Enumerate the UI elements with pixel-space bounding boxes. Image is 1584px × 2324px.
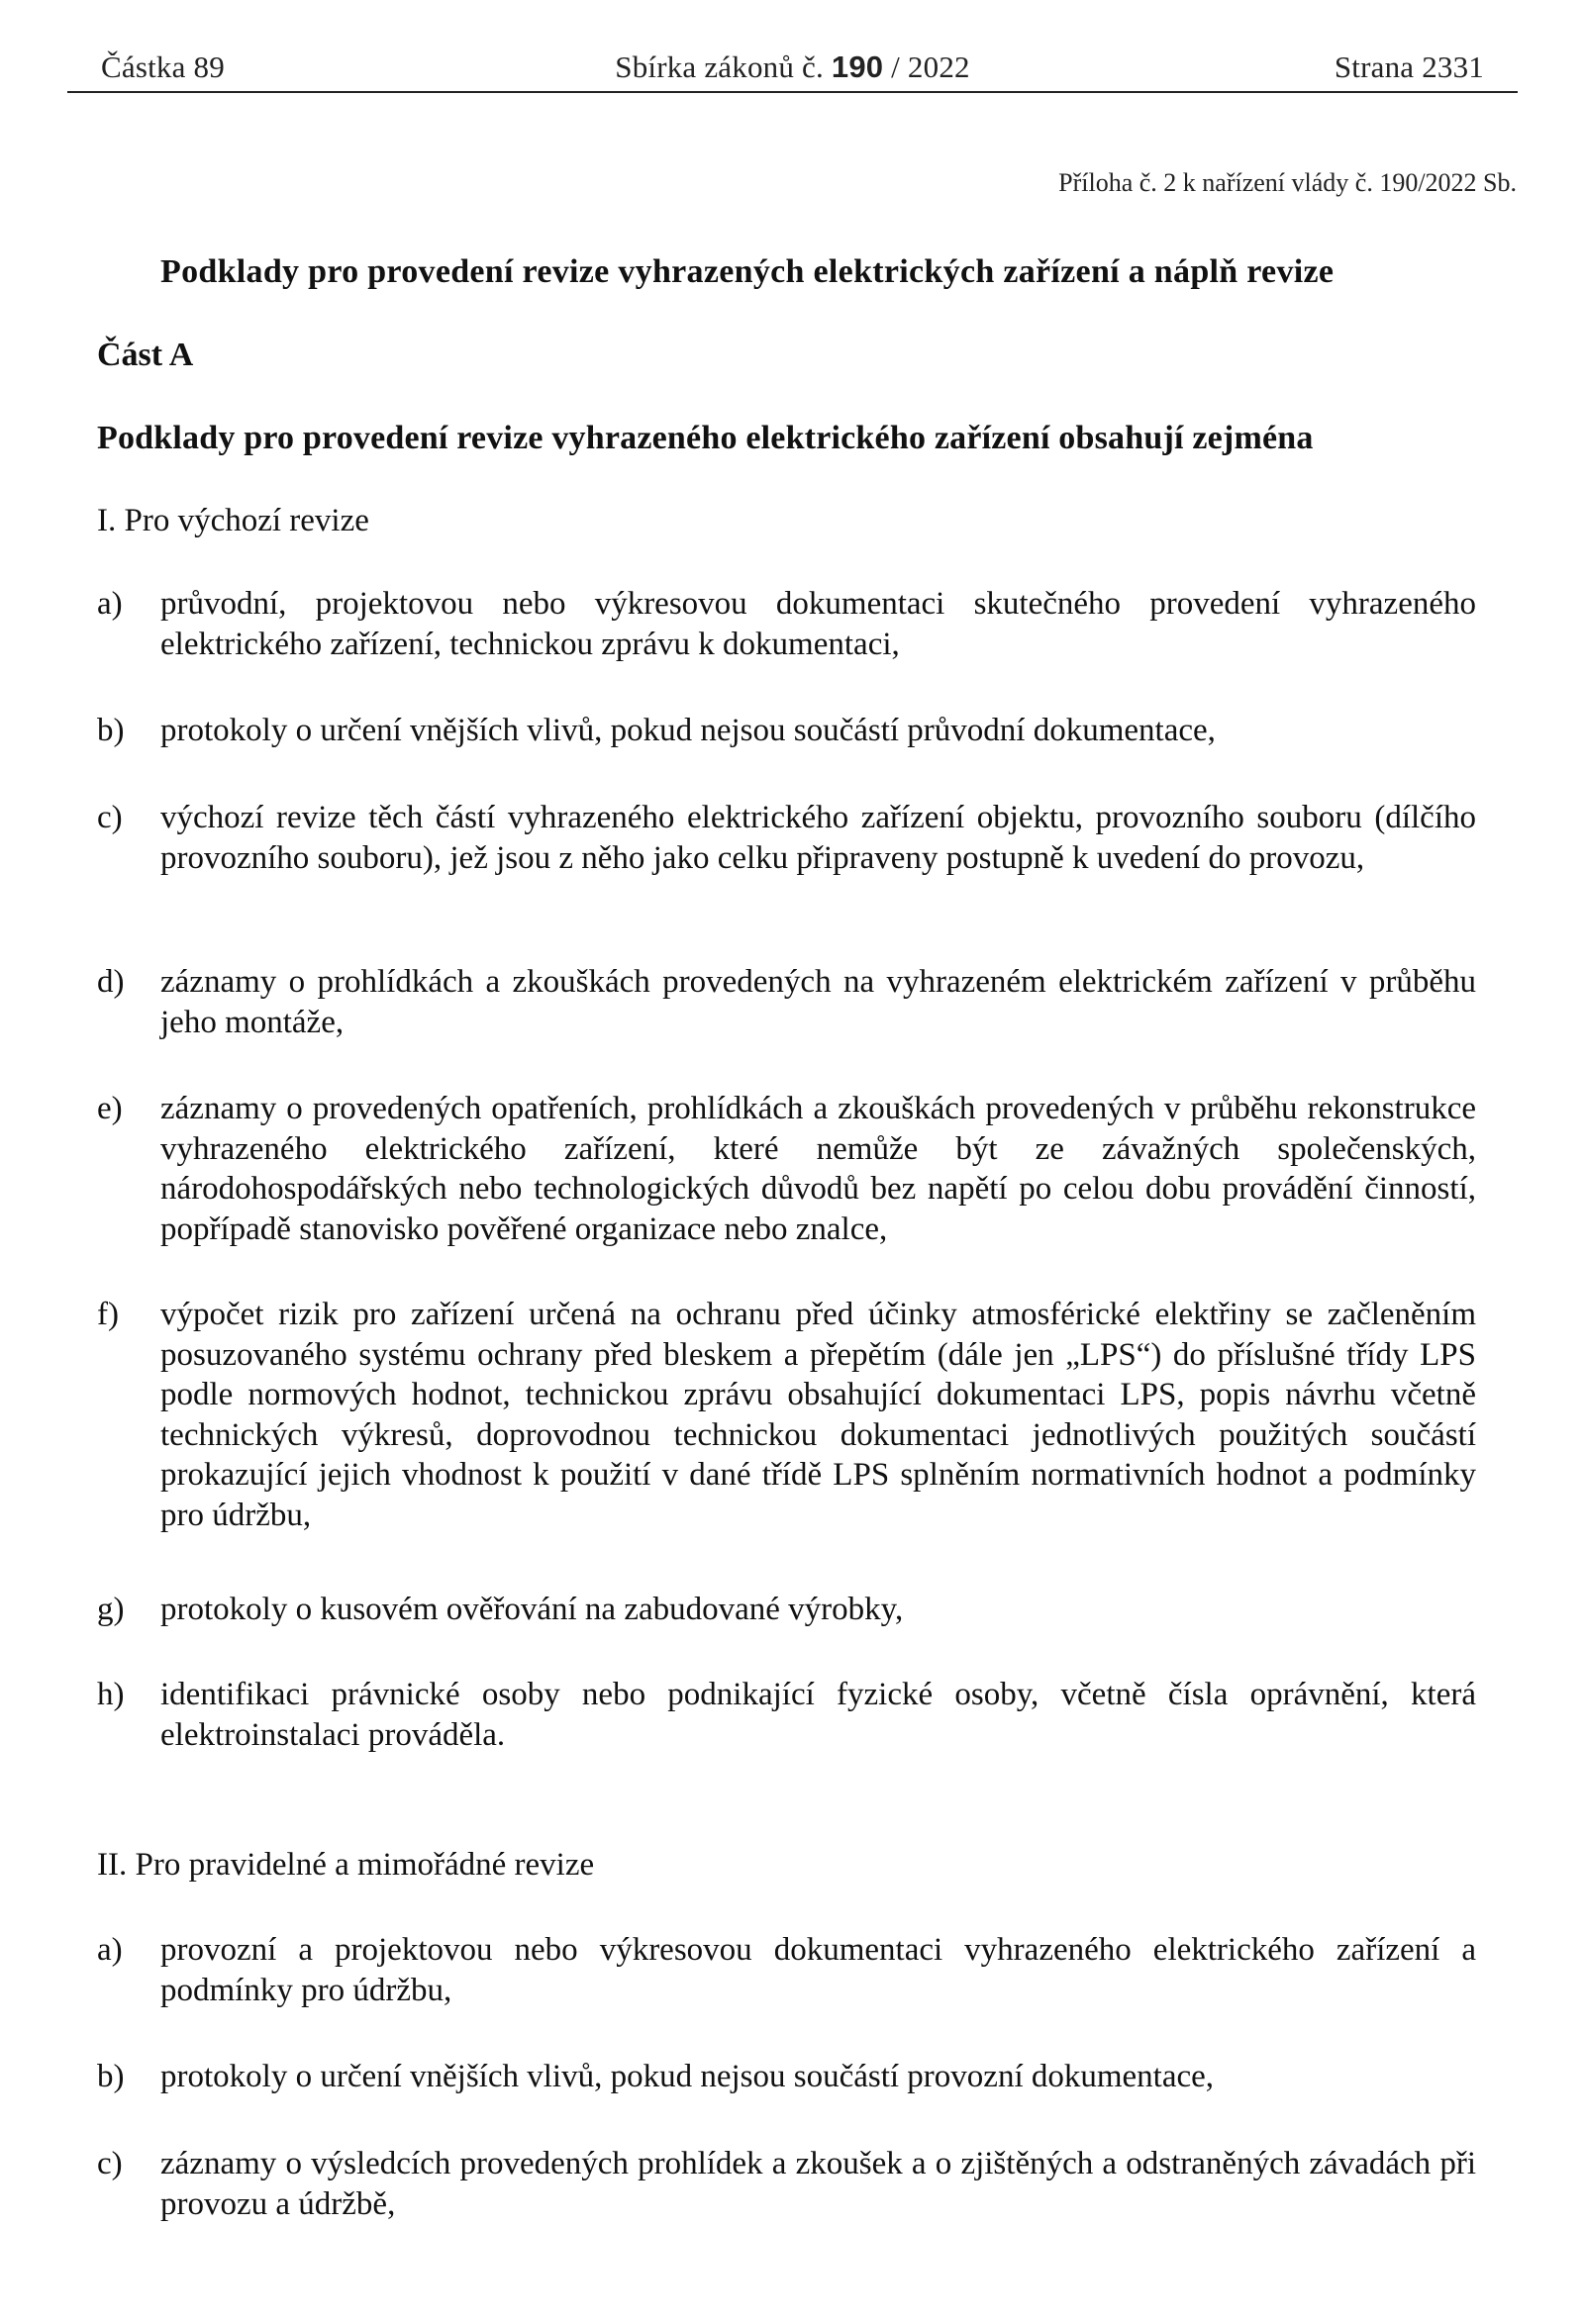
document-title: Podklady pro provedení revize vyhrazených elektrických zařízení a náplň revize xyxy=(160,253,1335,290)
header-issue: Částka 89 xyxy=(101,49,225,84)
list-item xyxy=(97,1089,1476,1249)
item-marker: e) xyxy=(97,1091,123,1126)
item-text: výpočet rizik pro zařízení určená na ochranu před účinky atmosférické elektřiny se začleněním posuzovaného systému ochrany před bleskem a přepětím (dále jen „LPS“) do příslušné třídy LPS podle normových hodnot, technickou zprávu obsahující dokumentaci LPS, popis návrhu včetně technických výkresů, doprovodnou technickou dokumentaci jednotlivých použitých součástí prokazující jejich vhodnost k použití v dané třídě LPS splněním normativních hodnot a podmínky pro údržbu, xyxy=(160,1297,1476,1533)
list-item xyxy=(97,1930,1476,2010)
page-header xyxy=(67,44,1518,93)
annex-reference: Příloha č. 2 k nařízení vlády č. 190/2022 Sb. xyxy=(1058,168,1517,197)
list-item xyxy=(97,798,1476,878)
list-item xyxy=(97,1295,1476,1535)
header-collection xyxy=(67,49,1518,85)
part-heading: Část A xyxy=(97,337,194,373)
item-marker: g) xyxy=(97,1592,125,1627)
section-heading-initial: I. Pro výchozí revize xyxy=(97,503,369,538)
item-marker: a) xyxy=(97,1932,123,1968)
item-text: protokoly o určení vnějších vlivů, pokud nejsou součástí provozní dokumentace, xyxy=(160,2059,1215,2094)
item-marker: b) xyxy=(97,713,125,748)
item-text: záznamy o výsledcích provedených prohlídek a zkoušek a o zjištěných a odstraněných závadách při provozu a údržbě, xyxy=(160,2146,1476,2222)
part-subtitle: Podklady pro provedení revize vyhrazeného elektrického zařízení obsahují zejména xyxy=(97,420,1314,456)
item-text: průvodní, projektovou nebo výkresovou dokumentaci skutečného provedení vyhrazeného elektrického zařízení, technickou zprávu k dokumentaci, xyxy=(160,586,1476,662)
list-item xyxy=(97,962,1476,1042)
item-text: protokoly o určení vnějších vlivů, pokud nejsou součástí průvodní dokumentace, xyxy=(160,713,1216,748)
header-year: / 2022 xyxy=(891,49,970,84)
item-text: provozní a projektovou nebo výkresovou dokumentaci vyhrazeného elektrického zařízení a podmínky pro údržbu, xyxy=(160,1932,1476,2008)
list-item xyxy=(97,584,1476,664)
item-text: protokoly o kusovém ověřování na zabudované výrobky, xyxy=(160,1592,904,1627)
item-marker: d) xyxy=(97,964,125,1000)
header-page-number: Strana 2331 xyxy=(1334,49,1484,84)
item-text: výchozí revize těch částí vyhrazeného elektrického zařízení objektu, provozního souboru (dílčího provozního souboru), jež jsou z něho jako celku připraveny postupně k uvedení do provozu, xyxy=(160,800,1476,876)
item-marker: h) xyxy=(97,1677,125,1712)
item-marker: f) xyxy=(97,1297,119,1332)
list-item xyxy=(97,1675,1476,1755)
item-marker: c) xyxy=(97,800,123,835)
header-collection-prefix: Sbírka zákonů č. xyxy=(615,49,824,84)
header-law-number: 190 xyxy=(831,49,884,84)
item-marker: b) xyxy=(97,2059,125,2094)
list-item xyxy=(97,711,1476,751)
list-item xyxy=(97,1590,1476,1630)
item-text: identifikaci právnické osoby nebo podnikající fyzické osoby, včetně čísla oprávnění, která elektroinstalaci prováděla. xyxy=(160,1677,1476,1753)
item-marker: a) xyxy=(97,586,123,622)
item-text: záznamy o provedených opatřeních, prohlídkách a zkouškách provedených v průběhu rekonstrukce vyhrazeného elektrického zařízení, které nemůže být ze závažných společenských, národohospodářských nebo technologických důvodů bez napětí po celou dobu provádění činností, popřípadě stanovisko pověřené organizace nebo znalce, xyxy=(160,1091,1476,1247)
list-item xyxy=(97,2144,1476,2224)
list-item xyxy=(97,2057,1476,2097)
item-marker: c) xyxy=(97,2146,123,2181)
section-heading-periodic: II. Pro pravidelné a mimořádné revize xyxy=(97,1847,595,1883)
item-text: záznamy o prohlídkách a zkouškách provedených na vyhrazeném elektrickém zařízení v průběhu jeho montáže, xyxy=(160,964,1476,1040)
